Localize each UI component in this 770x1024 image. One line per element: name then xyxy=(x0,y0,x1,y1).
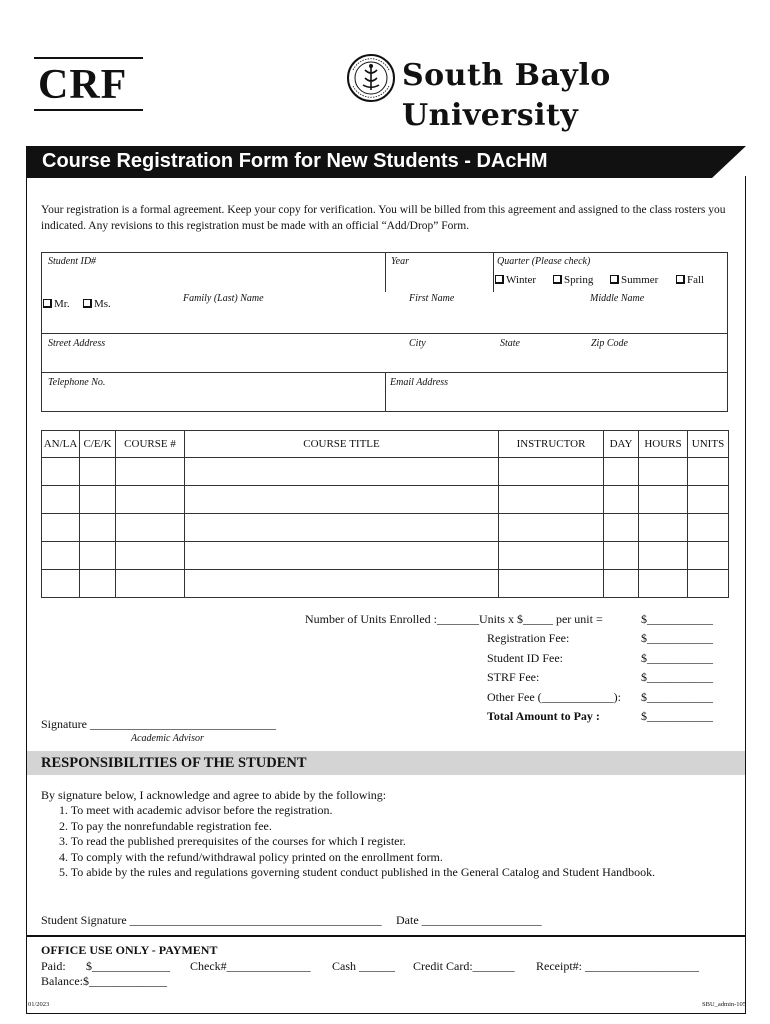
registration-fee-label: Registration Fee: xyxy=(487,631,570,645)
quarter-summer-checkbox[interactable]: Summer xyxy=(610,274,658,287)
table-row xyxy=(42,514,729,542)
title-ms-checkbox[interactable]: Ms. xyxy=(83,298,111,311)
checkbox-icon xyxy=(43,299,52,308)
title-mr-checkbox[interactable]: Mr. xyxy=(43,298,70,311)
other-fee-blank[interactable]: $___________ xyxy=(641,690,713,704)
units-amount-blank[interactable]: $___________ xyxy=(641,612,713,626)
year-label: Year xyxy=(391,256,409,267)
credit-card-blank[interactable]: Credit Card:_______ xyxy=(413,959,515,973)
first-name-label: First Name xyxy=(409,293,455,304)
col-course-number: COURSE # xyxy=(116,431,185,458)
balance-blank[interactable]: Balance:$_____________ xyxy=(41,974,167,988)
quarter-fall-checkbox[interactable]: Fall xyxy=(676,274,704,287)
table-row xyxy=(42,458,729,486)
registration-fee-blank[interactable]: $___________ xyxy=(641,631,713,645)
responsibilities-intro: By signature below, I acknowledge and agree to abide by the following: xyxy=(41,788,387,802)
office-use-title: OFFICE USE ONLY - PAYMENT xyxy=(41,943,218,957)
strf-fee-label: STRF Fee: xyxy=(487,670,540,684)
office-divider xyxy=(27,935,745,937)
checkbox-icon xyxy=(83,299,92,308)
list-item: 2. To pay the nonrefundable registration fee. xyxy=(59,818,272,833)
middle-name-label: Middle Name xyxy=(590,293,645,304)
course-table-header xyxy=(42,431,729,458)
intro-text: Your registration is a formal agreement. Keep your copy for verification. You will be billed from this agreement and assigned to the class rosters you indicated. Any revisions to this registration must be made with an official “Add/Drop” Form. xyxy=(41,204,726,232)
other-fee-label: Other Fee (____________): xyxy=(487,690,621,704)
cash-blank[interactable]: Cash ______ xyxy=(332,959,395,973)
list-item: 1. To meet with academic advisor before the registration. xyxy=(59,803,333,817)
paid-label: Paid: xyxy=(41,959,66,973)
col-day: DAY xyxy=(604,431,639,458)
student-signature-line[interactable]: Student Signature __________________________________________ xyxy=(41,913,382,927)
university-seal-icon xyxy=(346,52,396,104)
form-id-code: SBU_admin-105 xyxy=(702,1001,747,1008)
quarter-label: Quarter (Please check) xyxy=(497,256,591,267)
col-course-title: COURSE TITLE xyxy=(185,431,499,458)
date-line[interactable]: Date ____________________ xyxy=(396,913,542,927)
family-name-label: Family (Last) Name xyxy=(183,293,264,304)
table-row xyxy=(42,570,729,598)
table-row xyxy=(42,486,729,514)
crf-code: CRF xyxy=(38,62,128,108)
list-item: 4. To comply with the refund/withdrawal policy printed on the enrollment form. xyxy=(59,849,443,864)
student-id-fee-label: Student ID Fee: xyxy=(487,651,563,665)
zip-code-label: Zip Code xyxy=(591,338,628,349)
col-c-e-k: C/E/K xyxy=(80,431,116,458)
units-enrolled-line: Number of Units Enrolled :_______Units x $_____ per unit = xyxy=(305,612,603,626)
col-instructor: INSTRUCTOR xyxy=(499,431,604,458)
student-id-fee-blank[interactable]: $___________ xyxy=(641,651,713,665)
state-label: State xyxy=(500,338,520,349)
col-hours: HOURS xyxy=(639,431,688,458)
receipt-number-blank[interactable]: Receipt#: ___________________ xyxy=(536,959,699,973)
quarter-spring-checkbox[interactable]: Spring xyxy=(553,274,593,287)
quarter-winter-checkbox[interactable]: Winter xyxy=(495,274,536,287)
check-number-blank[interactable]: Check#______________ xyxy=(190,959,311,973)
email-label: Email Address xyxy=(390,377,449,388)
academic-advisor-caption: Academic Advisor xyxy=(131,733,204,744)
form-title: Course Registration Form for New Students - DAcHM xyxy=(42,150,548,172)
student-id-label: Student ID# xyxy=(48,256,97,267)
strf-fee-blank[interactable]: $___________ xyxy=(641,670,713,684)
list-item: 3. To read the published prerequisites of the courses for which I register. xyxy=(59,834,406,849)
checkbox-icon xyxy=(610,275,619,284)
paid-blank[interactable]: $_____________ xyxy=(86,959,170,973)
total-amount-blank[interactable]: $___________ xyxy=(641,709,713,723)
col-units: UNITS xyxy=(688,431,729,458)
telephone-label: Telephone No. xyxy=(48,377,106,388)
university-name: South Baylo University xyxy=(402,58,611,133)
list-item: 5. To abide by the rules and regulations governing student conduct published in the General Catalog and Student Handbook. xyxy=(59,865,656,880)
crf-logo-box xyxy=(34,57,143,111)
student-info-grid xyxy=(41,252,728,412)
table-row xyxy=(42,542,729,570)
advisor-signature-line[interactable]: Signature _______________________________ xyxy=(41,717,276,731)
responsibilities-list xyxy=(59,803,655,881)
responsibilities-title: RESPONSIBILITIES OF THE STUDENT xyxy=(41,755,307,771)
course-table xyxy=(41,430,729,598)
city-label: City xyxy=(409,338,426,349)
street-address-label: Street Address xyxy=(48,338,106,349)
total-amount-label: Total Amount to Pay : xyxy=(487,709,600,723)
checkbox-icon xyxy=(495,275,504,284)
form-date-code: 01/2023 xyxy=(28,1001,50,1008)
checkbox-icon xyxy=(553,275,562,284)
checkbox-icon xyxy=(676,275,685,284)
col-an-la: AN/LA xyxy=(42,431,80,458)
